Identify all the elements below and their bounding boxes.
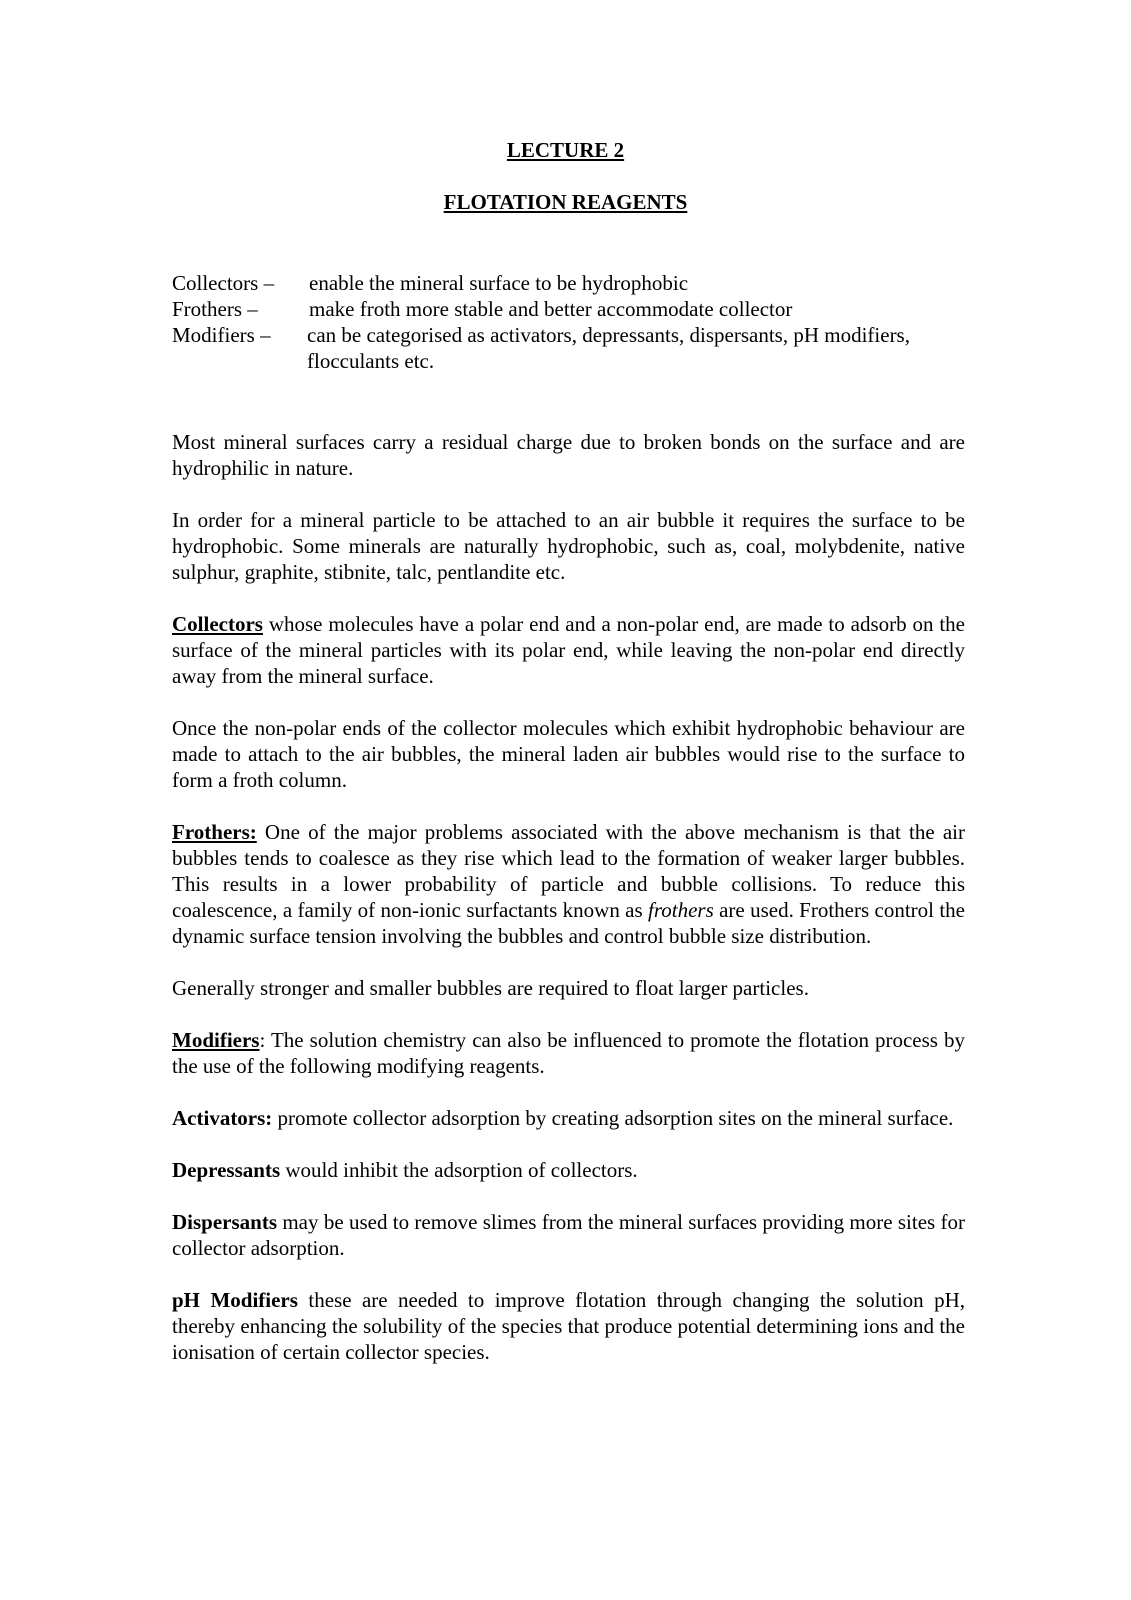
paragraph-depressants [172, 1157, 965, 1183]
paragraph-italic-term: frothers [648, 898, 714, 922]
paragraph-text: One of the major problems associated with the above mechanism is that the air bubbles tends to coalesce as they rise which lead to the formation of weaker larger bubbles. This results in a lower probability of particle and bubble collisions. To reduce this coalescence, a family of non-ionic surfactants known as [172, 820, 965, 922]
paragraph-text: : The solution chemistry can also be influenced to promote the flotation process by the use of the following modifying reagents. [172, 1028, 965, 1078]
definition-term: Modifiers – [172, 323, 271, 347]
paragraph-collectors [172, 611, 965, 689]
definition-row-collectors [172, 270, 972, 296]
definition-term: Frothers – [172, 297, 258, 321]
paragraph-modifiers [172, 1027, 965, 1079]
paragraph-heading: Collectors [172, 612, 263, 636]
body-text [172, 429, 965, 1391]
definition-row-modifiers [172, 322, 972, 374]
paragraph-text: these are needed to improve flotation through changing the solution pH, thereby enhancing the solubility of the species that produce potential determining ions and the ionisation of certain collector species. [172, 1288, 966, 1364]
paragraph-frothers [172, 819, 965, 949]
paragraph-heading: pH Modifiers [172, 1288, 298, 1312]
lecture-number: LECTURE 2 [506, 138, 625, 162]
paragraph-heading: Modifiers [172, 1028, 260, 1052]
reagent-definition-list [172, 270, 972, 374]
paragraph-dispersants [172, 1209, 965, 1261]
definition-description: make froth more stable and better accommodate collector [309, 297, 793, 321]
paragraph-text: are used. Frothers control the dynamic surface tension involving the bubbles and control bubble size distribution. [172, 898, 965, 948]
paragraph-heading: Dispersants [172, 1210, 278, 1234]
paragraph-bubble-size: Generally stronger and smaller bubbles are required to float larger particles. [172, 976, 809, 1000]
definition-row-frothers [172, 296, 972, 322]
paragraph-heading: Activators: [172, 1106, 273, 1130]
paragraph-text: whose molecules have a polar end and a non-polar end, are made to adsorb on the surface of the mineral particles with its polar end, while leaving the non-polar end directly away from the mineral surface. [172, 612, 965, 688]
paragraph-heading: Depressants [172, 1158, 281, 1182]
paragraph-ph-modifiers [172, 1287, 965, 1365]
definition-term: Collectors – [172, 271, 275, 295]
paragraph-text: promote collector adsorption by creating adsorption sites on the mineral surface. [272, 1106, 954, 1130]
paragraph-surface-charge: Most mineral surfaces carry a residual charge due to broken bonds on the surface and are hydrophilic in nature. [172, 430, 965, 480]
paragraph-hydrophobic-minerals: In order for a mineral particle to be attached to an air bubble it requires the surface to be hydrophobic. Some minerals are naturally hydrophobic, such as, coal, molybdenite, native sulphur, graphite, stibnite, talc, pentlandite etc. [172, 508, 965, 584]
definition-description: enable the mineral surface to be hydrophobic [309, 271, 689, 295]
paragraph-text: would inhibit the adsorption of collectors. [280, 1158, 638, 1182]
definition-description: can be categorised as activators, depressants, dispersants, pH modifiers, flocculants etc. [307, 323, 910, 373]
paragraph-non-polar-ends: Once the non-polar ends of the collector molecules which exhibit hydrophobic behaviour are made to attach to the air bubbles, the mineral laden air bubbles would rise to the surface to form a froth column. [172, 716, 965, 792]
paragraph-activators [172, 1105, 965, 1131]
paragraph-heading: Frothers: [172, 820, 257, 844]
document-title: FLOTATION REAGENTS [443, 190, 688, 214]
paragraph-text: may be used to remove slimes from the mineral surfaces providing more sites for collector adsorption. [172, 1210, 965, 1260]
